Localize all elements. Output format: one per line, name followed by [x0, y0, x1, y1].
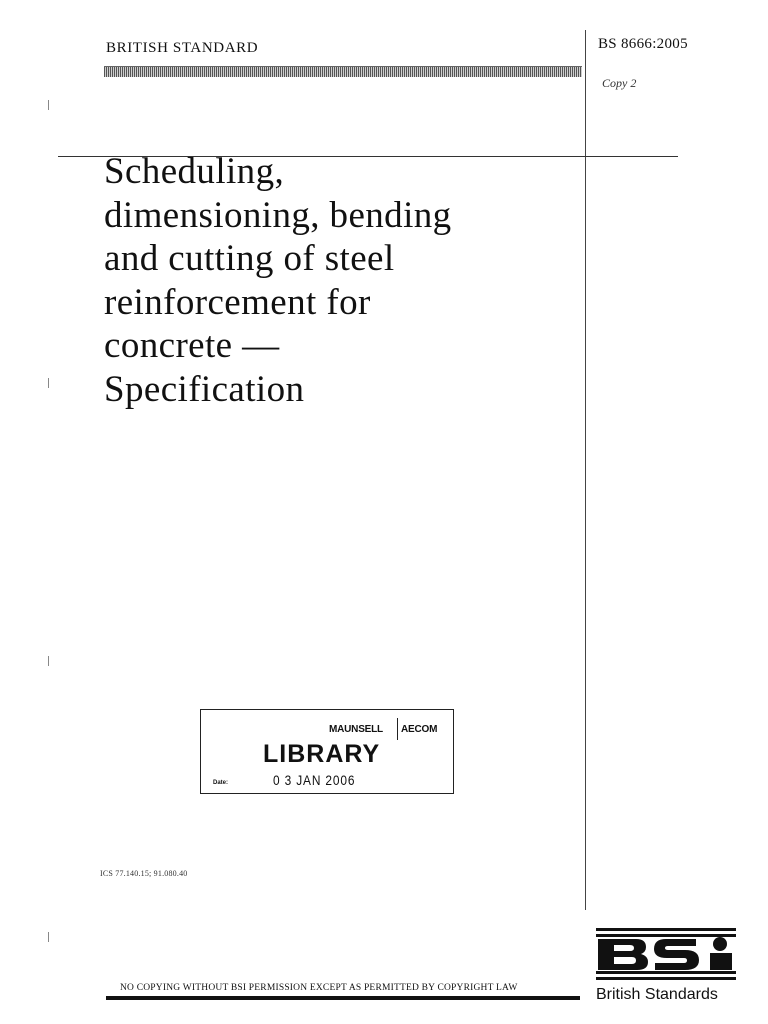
- copy-number: Copy 2: [602, 76, 637, 90]
- stamp-org-right: AECOM: [401, 724, 438, 735]
- title-line: and cutting of steel: [104, 238, 395, 279]
- ics-codes: ICS 77.140.15; 91.080.40: [100, 869, 188, 878]
- stamp-library: LIBRARY: [263, 740, 381, 768]
- document-title: [104, 150, 574, 411]
- margin-rule: [585, 30, 586, 910]
- scan-mark: [48, 100, 49, 110]
- title-line: Specification: [104, 368, 305, 410]
- title-line: Scheduling,: [104, 151, 285, 192]
- copyright-notice: NO COPYING WITHOUT BSI PERMISSION EXCEPT AS PERMITTED BY COPYRIGHT LAW: [120, 983, 518, 993]
- publisher-name: British Standards: [596, 986, 718, 1003]
- scan-mark: [48, 932, 49, 942]
- scan-mark: [48, 378, 49, 388]
- header-hatch-band: [104, 67, 582, 77]
- library-stamp: [200, 709, 454, 794]
- stamp-separator: [397, 718, 398, 740]
- scan-mark: [48, 656, 49, 666]
- standard-code: BS 8666:2005: [598, 36, 688, 52]
- footer-rule: [106, 996, 580, 1000]
- stamp-date-label: Date:: [213, 780, 229, 786]
- title-line: reinforcement for: [104, 281, 371, 323]
- title-line: concrete —: [104, 325, 280, 366]
- stamp-org-left: MAUNSELL: [329, 724, 383, 735]
- document-type-label: BRITISH STANDARD: [106, 40, 259, 56]
- bsi-logo-icon: [596, 928, 736, 980]
- stamp-date: 0 3 JAN 2006: [273, 772, 356, 788]
- title-line: dimensioning, bending: [104, 194, 452, 236]
